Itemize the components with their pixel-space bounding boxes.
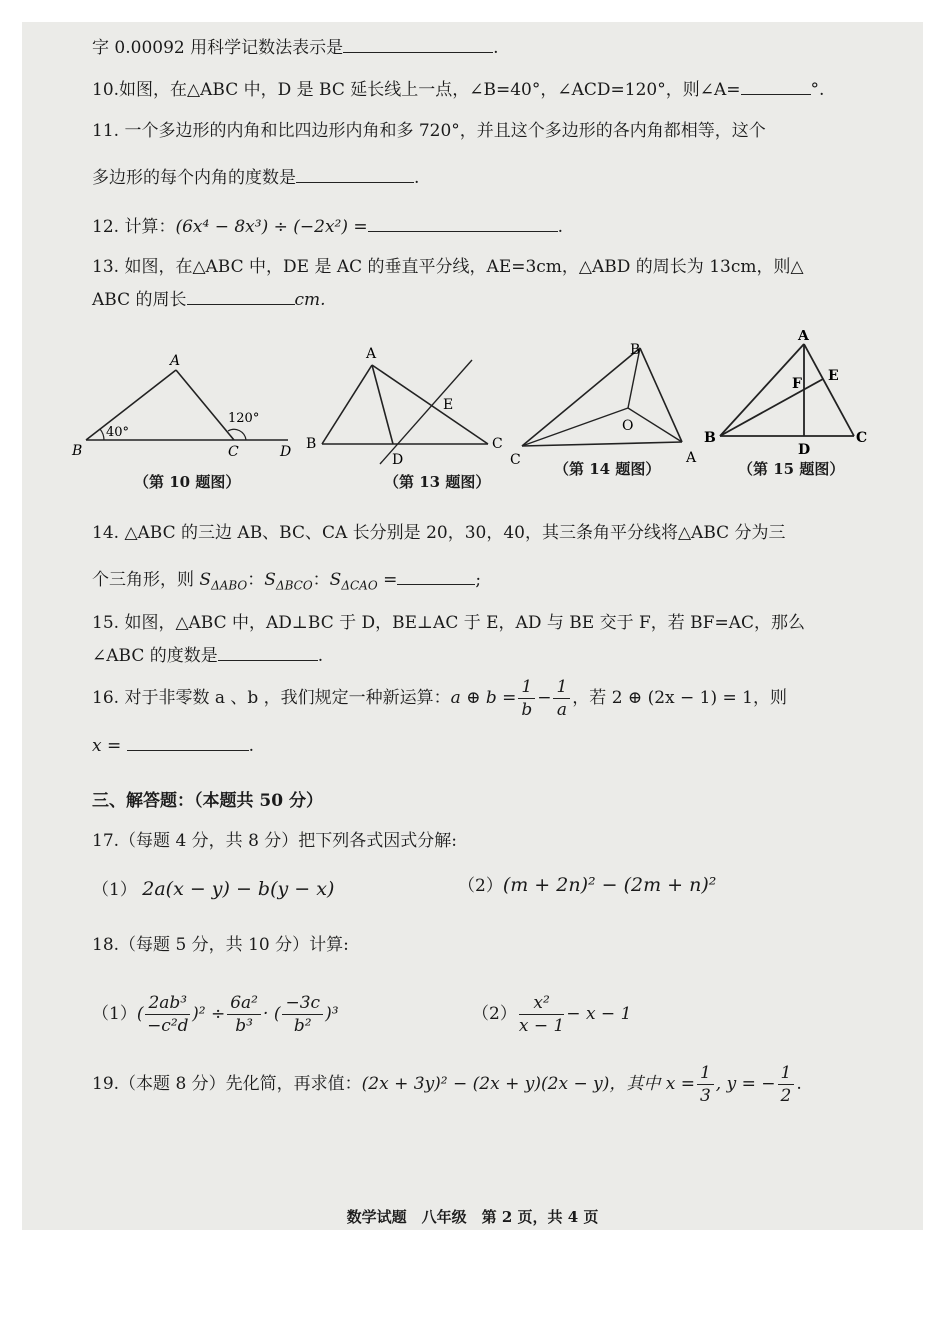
fig14-label-a: A [686,450,697,466]
fig10-segment-ba [86,370,176,440]
q18-p2-num: x² [519,992,564,1015]
figure-10-caption: （第 10 题图） [134,473,241,491]
fig15-label-d: D [798,442,811,458]
question-10 [92,78,824,101]
q11-text: 多边形的每个内角的度数是 [92,168,296,188]
q11-end: . [414,168,420,188]
q18-p1-f3-den: b² [293,1015,312,1036]
question-12 [92,215,563,238]
q18-p2-den: x − 1 [518,1015,565,1036]
q15-end: . [317,646,324,666]
q14-text: 个三角形，则 [92,570,200,590]
q14-s3: S [329,570,342,590]
fig13-label-a: A [366,346,377,362]
answer-blank[interactable] [187,288,295,305]
question-11-line1: 11. 一个多边形的内角和比四边形内角和多 720°，并且这个多边形的各内角都相等，这个 [92,121,766,141]
q19-y-num: 1 [778,1062,795,1085]
answer-blank[interactable] [343,36,493,53]
q16-condition: ，若 2 ⊕ (2x − 1) = 1，则 [572,688,787,708]
fig15-segment-ac [804,344,854,436]
q14-s2: S [264,570,276,590]
q18-p1-f1-num: 2ab³ [145,992,190,1015]
fig14-label-o: O [622,418,634,434]
fig15-label-b: B [704,430,716,446]
q14-sep: ： [312,570,330,590]
question-14-line2 [92,568,481,596]
fig14-label-b: B [630,342,641,358]
q18-p2-label: （2） [472,1004,517,1024]
answer-blank[interactable] [127,734,249,751]
q19-y-eq: , y = − [715,1074,776,1094]
question-15-line2 [92,644,323,667]
answer-blank[interactable] [296,166,414,183]
q12-label: 12. 计算： [92,217,176,237]
answer-blank[interactable] [368,215,558,232]
fig14-segment-ba [640,348,682,442]
q14-s2-sub: ΔBCO [275,578,313,593]
fig15-label-f: F [792,376,802,392]
question-19 [92,1056,802,1112]
q14-s3-sub: ΔCAO [341,578,378,593]
exam-page [22,22,923,1230]
figure-14 [510,336,720,466]
q18-p1-f2-num: 6a² [227,992,261,1015]
q17-p1-label: （1） [92,880,137,900]
question-13-line2 [92,288,326,311]
q16-f1-den: b [521,699,533,720]
q16-f2-num: 1 [553,676,570,699]
answer-blank[interactable] [397,568,475,585]
q18-p1-fraction-1 [145,992,190,1037]
q17-p2-expression: (m + 2n)² − (2m + n)² [502,874,717,896]
question-15-line1: 15. 如图，△ABC 中，AD⊥BC 于 D，BE⊥AC 于 E，AD 与 BE 交于 F，若 BF=AC，那么 [92,613,805,633]
q15-text: ∠ABC 的度数是 [92,646,218,666]
q18-p2-fraction [519,992,564,1037]
fig13-bisector-de [380,360,472,464]
q19-expression: (2x + 3y)² − (2x + y)(2x − y)，其中 x = [361,1074,695,1094]
q14-eq: = [377,570,398,590]
q19-x-den: 3 [699,1085,711,1106]
q18-p1-fraction-3 [282,992,323,1037]
q19-x-fraction [697,1062,714,1107]
question-14-line1: 14. △ABC 的三边 AB、BC、CA 长分别是 20，30，40，其三条角平分线将△ABC 分为三 [92,523,786,543]
q16-x-eq: x = [92,736,122,756]
q16-f1-num: 1 [518,676,535,699]
figure-13 [300,340,510,470]
section-3-title: 三、解答题：（本题共 50 分） [92,791,323,811]
q18-p1-f2-den: b³ [235,1015,253,1036]
fig10-angle-b-arc [100,429,104,440]
fig13-label-b: B [306,436,317,452]
fig10-label-d: D [280,444,292,460]
fig13-label-d: D [392,452,404,468]
fig14-segment-oc [522,408,628,446]
fig14-segment-ca [522,442,682,446]
fig10-segment-ac [176,370,234,440]
answer-blank[interactable] [218,644,318,661]
q14-s1-sub: ΔABO [211,578,248,593]
page-footer: 数学试题 八年级 第 2 页，共 4 页 [346,1208,599,1226]
q18-p1-f1-den: −c²d [147,1015,189,1036]
q10-text: 10.如图，在△ABC 中，D 是 BC 延长线上一点，∠B=40°，∠ACD=120°，则∠A= [92,80,741,100]
answer-blank[interactable] [741,78,811,95]
q13-unit: cm. [294,290,326,310]
figure-15 [702,330,892,460]
fig15-label-c: C [856,430,868,446]
q18-p1-fraction-2 [227,992,261,1037]
q18-p1-open: ( [136,1004,144,1024]
fig13-label-c: C [492,436,503,452]
q16-text: 16. 对于非零数 a 、b ，我们规定一种新运算： [92,688,451,708]
q18-p1-f3-num: −3c [282,992,323,1015]
fig10-angle-acd-arc [228,429,246,440]
q16-minus: − [537,688,552,708]
q18-p1-pow3: )³ [325,1004,339,1024]
fig15-label-e: E [828,368,839,384]
fig10-angle-b-label: 40° [106,425,130,440]
q12-expression: (6x⁴ − 8x³) ÷ (−2x²) = [175,217,368,237]
q19-text: 19.（本题 8 分）先化简，再求值： [92,1074,362,1094]
fig15-altitude-be [720,379,823,436]
fig10-angle-acd-label: 120° [228,411,260,426]
question-17-head: 17.（每题 4 分，共 8 分）把下列各式因式分解: [92,831,458,851]
q16-fraction-2 [553,676,570,721]
question-13-line1: 13. 如图，在△ABC 中，DE 是 AC 的垂直平分线，AE=3cm，△ABD 的周长为 13cm，则△ [92,257,804,277]
fig13-segment-ab [322,365,372,444]
question-16-line1 [92,670,787,726]
q14-s1: S [199,570,212,590]
figure-14-caption: （第 14 题图） [554,460,661,478]
question-9-tail [92,36,499,59]
q13-text: ABC 的周长 [92,290,187,310]
question-11-line2 [92,166,419,189]
fig10-label-c: C [228,444,239,460]
q12-end: . [557,217,564,237]
q16-end: . [248,736,255,756]
q19-x-num: 1 [697,1062,714,1085]
fig15-label-a: A [798,330,809,344]
q16-f2-den: a [556,699,567,720]
question-18-part2 [472,984,631,1044]
fig13-label-e: E [443,397,454,413]
figure-10 [68,352,308,462]
q19-end: . [796,1074,802,1094]
q17-p1-expression: 2a(x − y) − b(y − x) [142,878,335,900]
q14-sep: ： [247,570,265,590]
q18-p1-dot: · ( [263,1004,281,1024]
fig10-label-a: A [170,353,181,369]
q17-p2-label: （2） [458,876,503,896]
question-16-line2 [92,734,254,757]
question-17-part1 [92,878,334,901]
question-17-part2 [458,874,716,897]
question-18-head: 18.（每题 5 分，共 10 分）计算: [92,935,349,955]
figure-15-caption: （第 15 题图） [738,460,845,478]
q18-p1-pow1: )² ÷ [192,1004,226,1024]
q19-y-den: 2 [780,1085,792,1106]
q16-fraction-1 [518,676,535,721]
q16-operator: a ⊕ b = [450,688,517,708]
fig14-label-c: C [510,452,521,466]
q14-end: ; [475,570,482,590]
q9-end: . [493,38,499,58]
q10-end: °. [810,80,825,100]
fig10-label-b: B [72,443,83,459]
q9-text: 字 0.00092 用科学记数法表示是 [92,38,344,58]
q19-y-fraction [778,1062,795,1107]
figure-13-caption: （第 13 题图） [384,473,491,491]
question-18-part1 [92,984,339,1044]
q18-p2-rest: − x − 1 [566,1004,632,1024]
q18-p1-label: （1） [92,1004,137,1024]
